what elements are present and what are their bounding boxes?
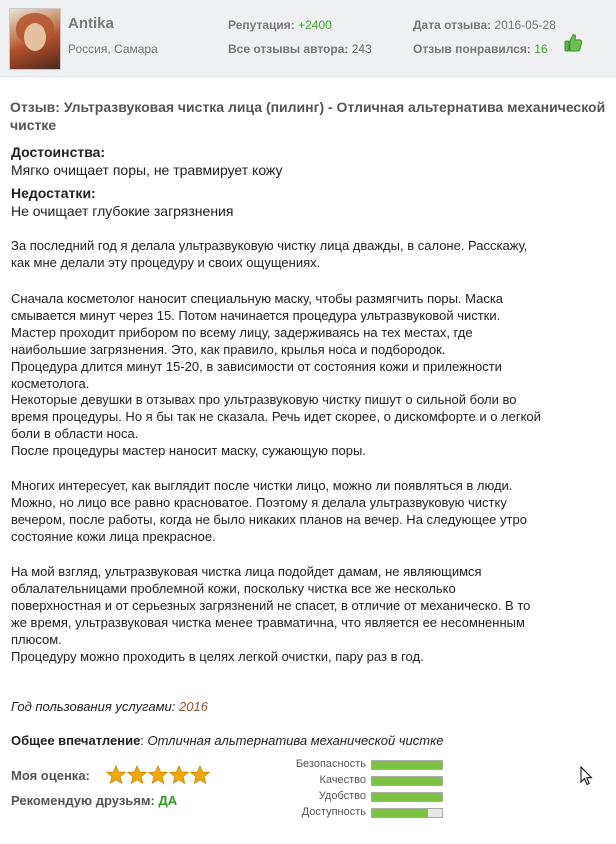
all-reviews[interactable] — [228, 42, 372, 56]
review-line: Процедуру можно проходить в целях легкой очистки, пару раз в год. — [11, 648, 424, 664]
review-liked-count: 16 — [534, 42, 548, 56]
criteria-bar-fill — [372, 809, 428, 817]
author-name[interactable]: Antika — [68, 15, 114, 32]
review-line: плюсом. — [11, 631, 62, 647]
review-line: На мой взгляд, ультразвуковая чистка лица подойдет дамам, не являющимся — [11, 564, 482, 579]
review-liked-label: Отзыв понравился: — [413, 42, 531, 56]
criteria-bar — [371, 808, 443, 818]
star-icon — [127, 765, 147, 785]
review-line: состояние кожи лица прекрасное. — [11, 528, 216, 544]
review-line: смывается минут через 15. Потом начинается процедура ультразвуковой чистки. — [11, 307, 501, 323]
recommend-value: ДА — [158, 793, 178, 808]
review-line: Мастер проходит прибором по всему лицу, задерживаясь на тех местах, где — [11, 324, 473, 340]
review-line: же время, ультразвуковая чистка менее травматична, что является ее несомненным — [11, 614, 525, 630]
criteria-bar — [371, 792, 443, 802]
criteria-bar-fill — [372, 777, 442, 785]
star-icon — [169, 765, 189, 785]
service-year-value: 2016 — [179, 699, 208, 714]
review-paragraph — [11, 291, 609, 460]
criteria-label: Качество — [319, 774, 366, 786]
star-icon — [190, 765, 210, 785]
review-paragraph — [11, 478, 609, 546]
criteria-row — [250, 789, 450, 805]
review-line: время процедуры. Но я бы так не сказала. Речь идет скорее, о дискомфорте и о легкой — [11, 409, 541, 425]
all-reviews-count[interactable]: 243 — [351, 42, 372, 56]
review-header — [0, 0, 616, 77]
thumbs-up-icon[interactable] — [563, 33, 583, 53]
criteria-bar — [371, 760, 443, 770]
review-line: За последний год я делала ультразвуковую чистку лица дважды, в салоне. Расскажу, — [11, 238, 528, 253]
criteria-row — [250, 757, 450, 773]
recommend-label: Рекомендую друзьям: — [11, 793, 155, 808]
review-paragraph — [11, 238, 609, 272]
criteria-bar-fill — [372, 761, 442, 769]
review-paragraph — [11, 564, 609, 665]
service-year-label: Год пользования услугами: — [11, 699, 176, 714]
my-rating-label: Моя оценка: — [11, 768, 90, 783]
advantages-heading: Достоинства: — [11, 144, 106, 160]
review-line: облалательницами проблемной кожи, поскольку чистка все же несколько — [11, 580, 456, 596]
disadvantages-heading: Недостатки: — [11, 185, 96, 201]
criteria-bar — [371, 776, 443, 786]
review-title: Отзыв: Ультразвуковая чистка лица (пилинг) - Отличная альтернатива механической чистке — [10, 99, 606, 133]
avatar-face — [24, 23, 46, 51]
review-line: Некоторые девушки в отзывах про ультразвуковую чистку пишут о сильной боли во — [11, 392, 517, 408]
disadvantages-text: Не очищает глубокие загрязнения — [11, 203, 234, 219]
review-date — [413, 18, 556, 32]
author-location: Россия, Самара — [68, 42, 158, 56]
criteria-label: Доступность — [301, 806, 366, 818]
my-rating-stars — [106, 765, 210, 785]
author-avatar[interactable] — [9, 8, 61, 70]
review-line: Процедура длится минут 15-20, в зависимости от состояния кожи и прилежности — [11, 358, 502, 374]
review-liked — [413, 42, 548, 56]
advantages-text: Мягко очищает поры, не травмирует кожу — [11, 162, 283, 178]
review-date-label: Дата отзыва: — [413, 18, 492, 32]
review-line: боли в области носа. — [11, 426, 139, 442]
criteria-ratings — [250, 757, 450, 821]
review-line: Можно, но лицо все равно красноватое. Поэтому я делала ультразвуковую чистку — [11, 494, 507, 510]
mouse-cursor-icon — [580, 766, 594, 786]
review-line: После процедуры мастер наносит маску, сужающую поры. — [11, 443, 366, 459]
review-line: косметолога. — [11, 375, 90, 391]
service-year — [11, 699, 208, 714]
criteria-row — [250, 773, 450, 789]
reputation-value: +2400 — [298, 18, 332, 32]
overall-impression: Общее впечатление: Отличная альтернатива механической чистке — [11, 733, 444, 748]
review-line: Сначала косметолог наносит специальную маску, чтобы размягчить поры. Маска — [11, 291, 504, 306]
review-line: наибольшие загрязнения. Это, как правило, крылья носа и подбородок. — [11, 341, 446, 357]
review-line: как мне делали эту процедуру и своих ощущениях. — [11, 254, 321, 270]
reputation — [228, 18, 332, 32]
criteria-row — [250, 805, 450, 821]
criteria-label: Безопасность — [295, 758, 366, 770]
overall-impression-text: Отличная альтернатива механической чистке — [147, 733, 444, 748]
star-icon — [148, 765, 168, 785]
all-reviews-label[interactable]: Все отзывы автора: — [228, 42, 349, 56]
reputation-label: Репутация: — [228, 18, 295, 32]
criteria-label: Удобство — [318, 790, 366, 802]
review-line: Многих интересует, как выглядит после чистки лицо, можно ли появляться в люди. — [11, 478, 513, 493]
review-line: вечером, после работы, когда не было никаких планов на вечер. На следующее утро — [11, 511, 527, 527]
overall-impression-label: Общее впечатление — [11, 733, 141, 748]
recommend — [11, 793, 177, 808]
review-line: поверхностная и от серьезных загрязнений не спасет, в отличие от механическо. В то — [11, 597, 531, 613]
review-date-value: 2016-05-28 — [494, 18, 556, 32]
criteria-bar-fill — [372, 793, 442, 801]
star-icon — [106, 765, 126, 785]
